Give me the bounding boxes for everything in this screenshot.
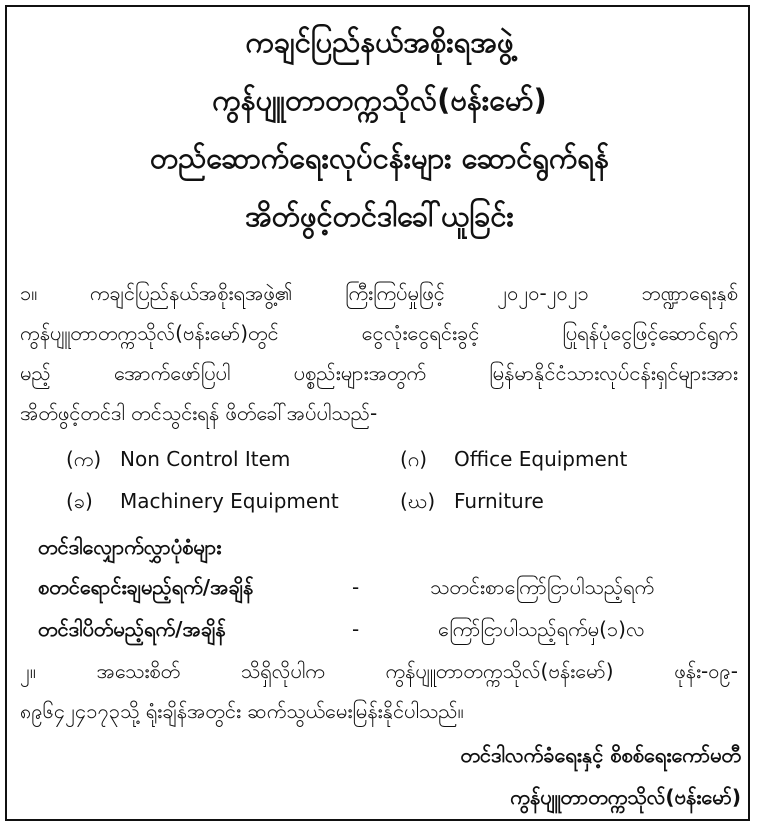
schedule-row-sale-dash: - (352, 575, 360, 599)
item-label: Office Equipment (454, 447, 628, 471)
para1-line-1: ၁။ ကချင်ပြည်နယ်အစိုးရအဖွဲ့၏ ကြီးကြပ်မှုဖြင့် ၂၀၂၀-၂၀၂၁ ဘဏ္ဍာရေးနှစ် (20, 281, 738, 305)
para2-line-2: ၈၉၆၄၂၄၁၇၃သို့ ရုံးချိန်အတွင်း ဆက်သွယ်မေးမြန်းနိုင်ပါသည်။ (20, 699, 464, 723)
item-office-equipment (400, 444, 627, 474)
title-line-1: ကချင်ပြည်နယ်အစိုးရအဖွဲ့ (245, 25, 514, 59)
item-label: Non Control Item (120, 447, 291, 471)
item-machinery (66, 486, 339, 516)
title-line-4: အိတ်ဖွင့်တင်ဒါခေါ်ယူခြင်း (245, 199, 514, 233)
item-marker: (ဂ) (400, 447, 428, 471)
signature-university: ကွန်ပျူတာတက္ကသိုလ်(ဗန်းမော်) (510, 785, 741, 809)
item-marker: (ဃ) (400, 489, 436, 513)
item-label: Furniture (454, 489, 544, 513)
schedule-row-sale-label: စတင်ရောင်းချမည့်ရက်/အချိန် (38, 575, 254, 599)
item-non-control (66, 444, 290, 474)
item-label: Machinery Equipment (120, 489, 339, 513)
para1-line-2: ကွန်ပျူတာတက္ကသိုလ်(ဗန်းမော်)တွင် ငွေလုံးငွေရင်းခွင့် ပြုရန်ပုံငွေဖြင့်ဆောင်ရွက် (20, 321, 738, 345)
item-furniture (400, 486, 544, 516)
para1-line-4: အိတ်ဖွင့်တင်ဒါ တင်သွင်းရန် ဖိတ်ခေါ်အပ်ပါသည်- (20, 401, 378, 425)
schedule-row-sale-value: သတင်းစာကြော်ငြာပါသည့်ရက် (430, 575, 655, 599)
signature-committee: တင်ဒါလက်ခံရေးနှင့် စိစစ်ရေးကော်မတီ (460, 743, 741, 767)
schedule-row-close-dash: - (352, 617, 360, 641)
title-line-2: ကွန်ပျူတာတက္ကသိုလ်(ဗန်းမော်) (212, 83, 547, 117)
schedule-heading: တင်ဒါလျှောက်လွှာပုံစံများ (38, 535, 222, 559)
schedule-row-close-label: တင်ဒါပိတ်မည့်ရက်/အချိန် (38, 617, 226, 641)
item-marker: (ခ) (66, 489, 93, 513)
schedule-row-close-value: ကြော်ငြာပါသည့်ရက်မှ(၁)လ (438, 617, 645, 641)
title-line-3: တည်ဆောက်ရေးလုပ်ငန်းများ ဆောင်ရွက်ရန် (149, 141, 610, 175)
para2-line-1: ၂။ အသေးစိတ် သိရှိလိုပါက ကွန်ပျူတာတက္ကသိုလ်(ဗန်းမော်) ဖုန်း-၀၉- (20, 659, 738, 683)
para1-line-3: မည့် အောက်ဖော်ပြပါ ပစ္စည်းများအတွက် မြန်မာနိုင်ငံသားလုပ်ငန်းရှင်များအား (20, 361, 738, 385)
item-marker: (က) (66, 447, 102, 471)
